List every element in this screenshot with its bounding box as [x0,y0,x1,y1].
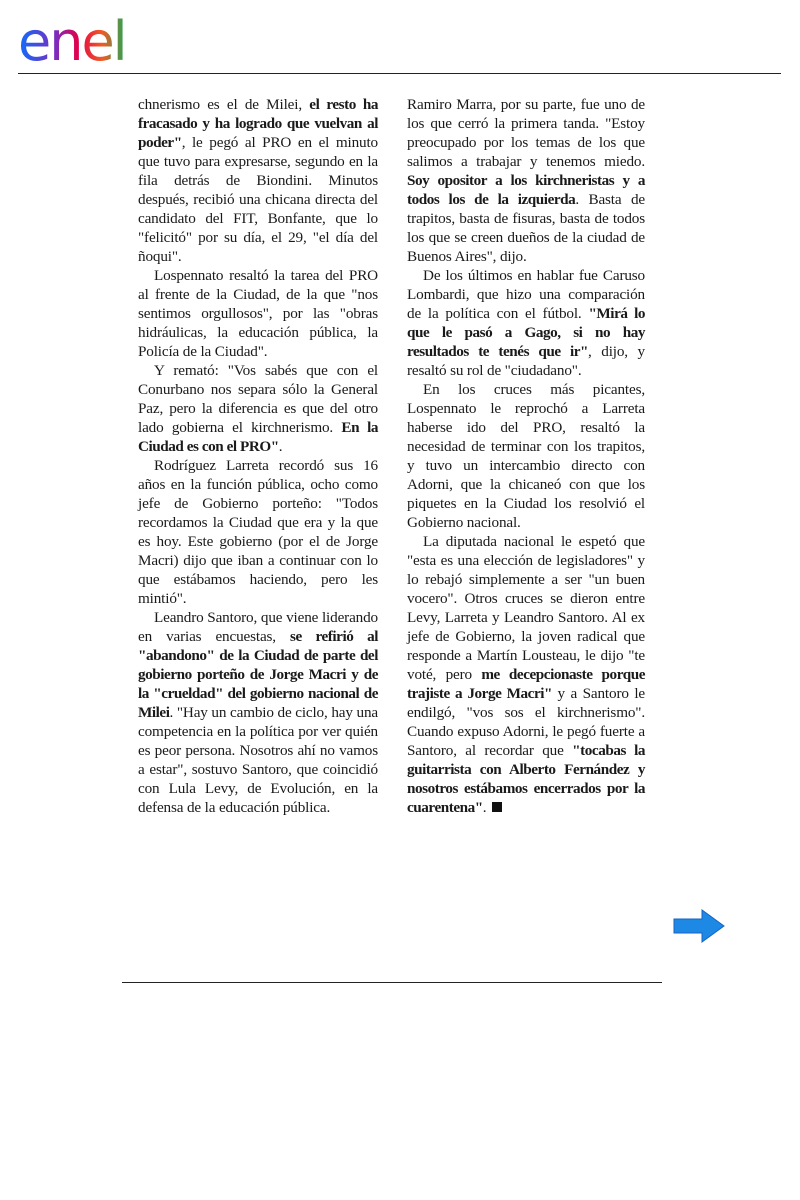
text-run: y a Santoro le endilgó, "vos sos el kirchnerismo". Cuando expuso Adorni, le pegó fuerte a Santoro, al recordar que [407,685,645,759]
text-run: Leandro Santoro, que viene liderando en varias encuestas, [138,609,378,645]
text-run: De los últimos en hablar fue Caruso Lombardi, que hizo una comparación de la política con el fútbol. [407,267,645,322]
article-paragraph [138,456,378,608]
bold-quote: me decepcionaste porque trajiste a Jorge Macri" [407,666,646,702]
bold-quote: el resto ha fracasado y ha logrado que vuelvan al poder" [138,96,379,151]
article-left-column [138,95,378,817]
article-paragraph [407,95,645,266]
text-run: . [482,799,487,816]
text-run: . Basta de trapitos, basta de fisuras, basta de todos los que se creen dueños de la ciudad de Buenos Aires", dijo. [407,191,645,265]
bold-quote: se refirió al "abandono" de la Ciudad de parte del gobierno porteño de Jorge Macri y de la "crueldad" del gobierno nacional de Milei [138,628,379,721]
enel-logo-icon [18,8,168,66]
text-run: Y remató: "Vos sabés que con el Conurbano nos separa sólo la General Paz, pero la diferencia es que del otro lado gobierna el kirchnerismo. [138,362,378,436]
text-run: Lospennato resaltó la tarea del PRO al frente de la Ciudad, de la que "nos sentimos orgullosos", por las "obras hidráulicas, la educación pública, la Policía de la Ciudad". [138,267,378,360]
article-paragraph [407,380,645,532]
text-run: La diputada nacional le espetó que "esta es una elección de legisladores" y lo rebajó simplemente a ser "un buen vocero". Otros cruces se dieron entre Levy, Larreta y Leandro Santoro. Al ex jefe de Gobierno, la joven radical que responde a Martín Lousteau, le dijo "te voté, pero [407,533,645,683]
article-paragraph [138,95,378,266]
text-run: chnerismo es el de Milei, [138,96,310,113]
article-paragraph [138,361,378,456]
bold-quote: "tocabas la guitarrista con Alberto Fernández y nosotros estábamos encerrados por la cuarentena" [407,742,646,816]
enel-logo [18,8,168,66]
footer-divider [122,982,662,983]
bold-quote: "Mirá lo que le pasó a Gago, si no hay resultados te tenés que ir" [407,305,645,360]
bold-quote: En la Ciudad es con el PRO" [138,419,378,455]
text-run: En los cruces más picantes, Lospennato le reprochó a Larreta haberse ido del PRO, resaltó la necesidad de terminar con los trapitos, y tuvo un intercambio directo con Adorni, que la chicaneó con que los piquetes en la Ciudad los resolvió el Gobierno nacional. [407,381,645,531]
next-page-button[interactable] [672,908,726,944]
article-paragraph [407,266,645,380]
article-right-column [407,95,645,817]
bold-quote: Soy opositor a los kirchneristas y a todos los de la izquierda [407,172,645,208]
text-run: . [278,438,283,455]
end-of-article-mark [492,802,502,812]
arrow-right-icon [672,908,726,944]
text-run: Ramiro Marra, por su parte, fue uno de los que cerró la primera tanda. "Estoy preocupado por los temas de los que salimos a trabajar y tenemos miedo. [407,96,645,170]
article-paragraph [138,266,378,361]
article-paragraph [407,532,645,817]
article-paragraph [138,608,378,817]
text-run: , le pegó al PRO en el minuto que tuvo para expresarse, segundo en la fila detrás de Biondini. Minutos después, recibió una chicana directa del candidato del FIT, Bonfante, que lo "felicitó" por su día, el 29, "el día del ñoqui". [138,134,378,265]
svg-text:enel: enel [18,10,126,66]
text-run: , dijo, y resaltó su rol de "ciudadano". [407,343,645,379]
text-run: . "Hay un cambio de ciclo, hay una competencia en la política por ver quién es peor persona. Nosotros ahí no vamos a estar", sostuvo Santoro, que coincidió con Lula Levy, de Evolución, en la defensa de la educación pública. [138,704,378,816]
header-divider [18,73,781,74]
text-run: Rodríguez Larreta recordó sus 16 años en la función pública, ocho como jefe de Gobierno porteño: "Todos recordamos la Ciudad que era y la que es hoy. Este gobierno (por el de Jorge Macri) dijo que iban a continuar con lo que estábamos haciendo, pero les mintió". [138,457,378,607]
